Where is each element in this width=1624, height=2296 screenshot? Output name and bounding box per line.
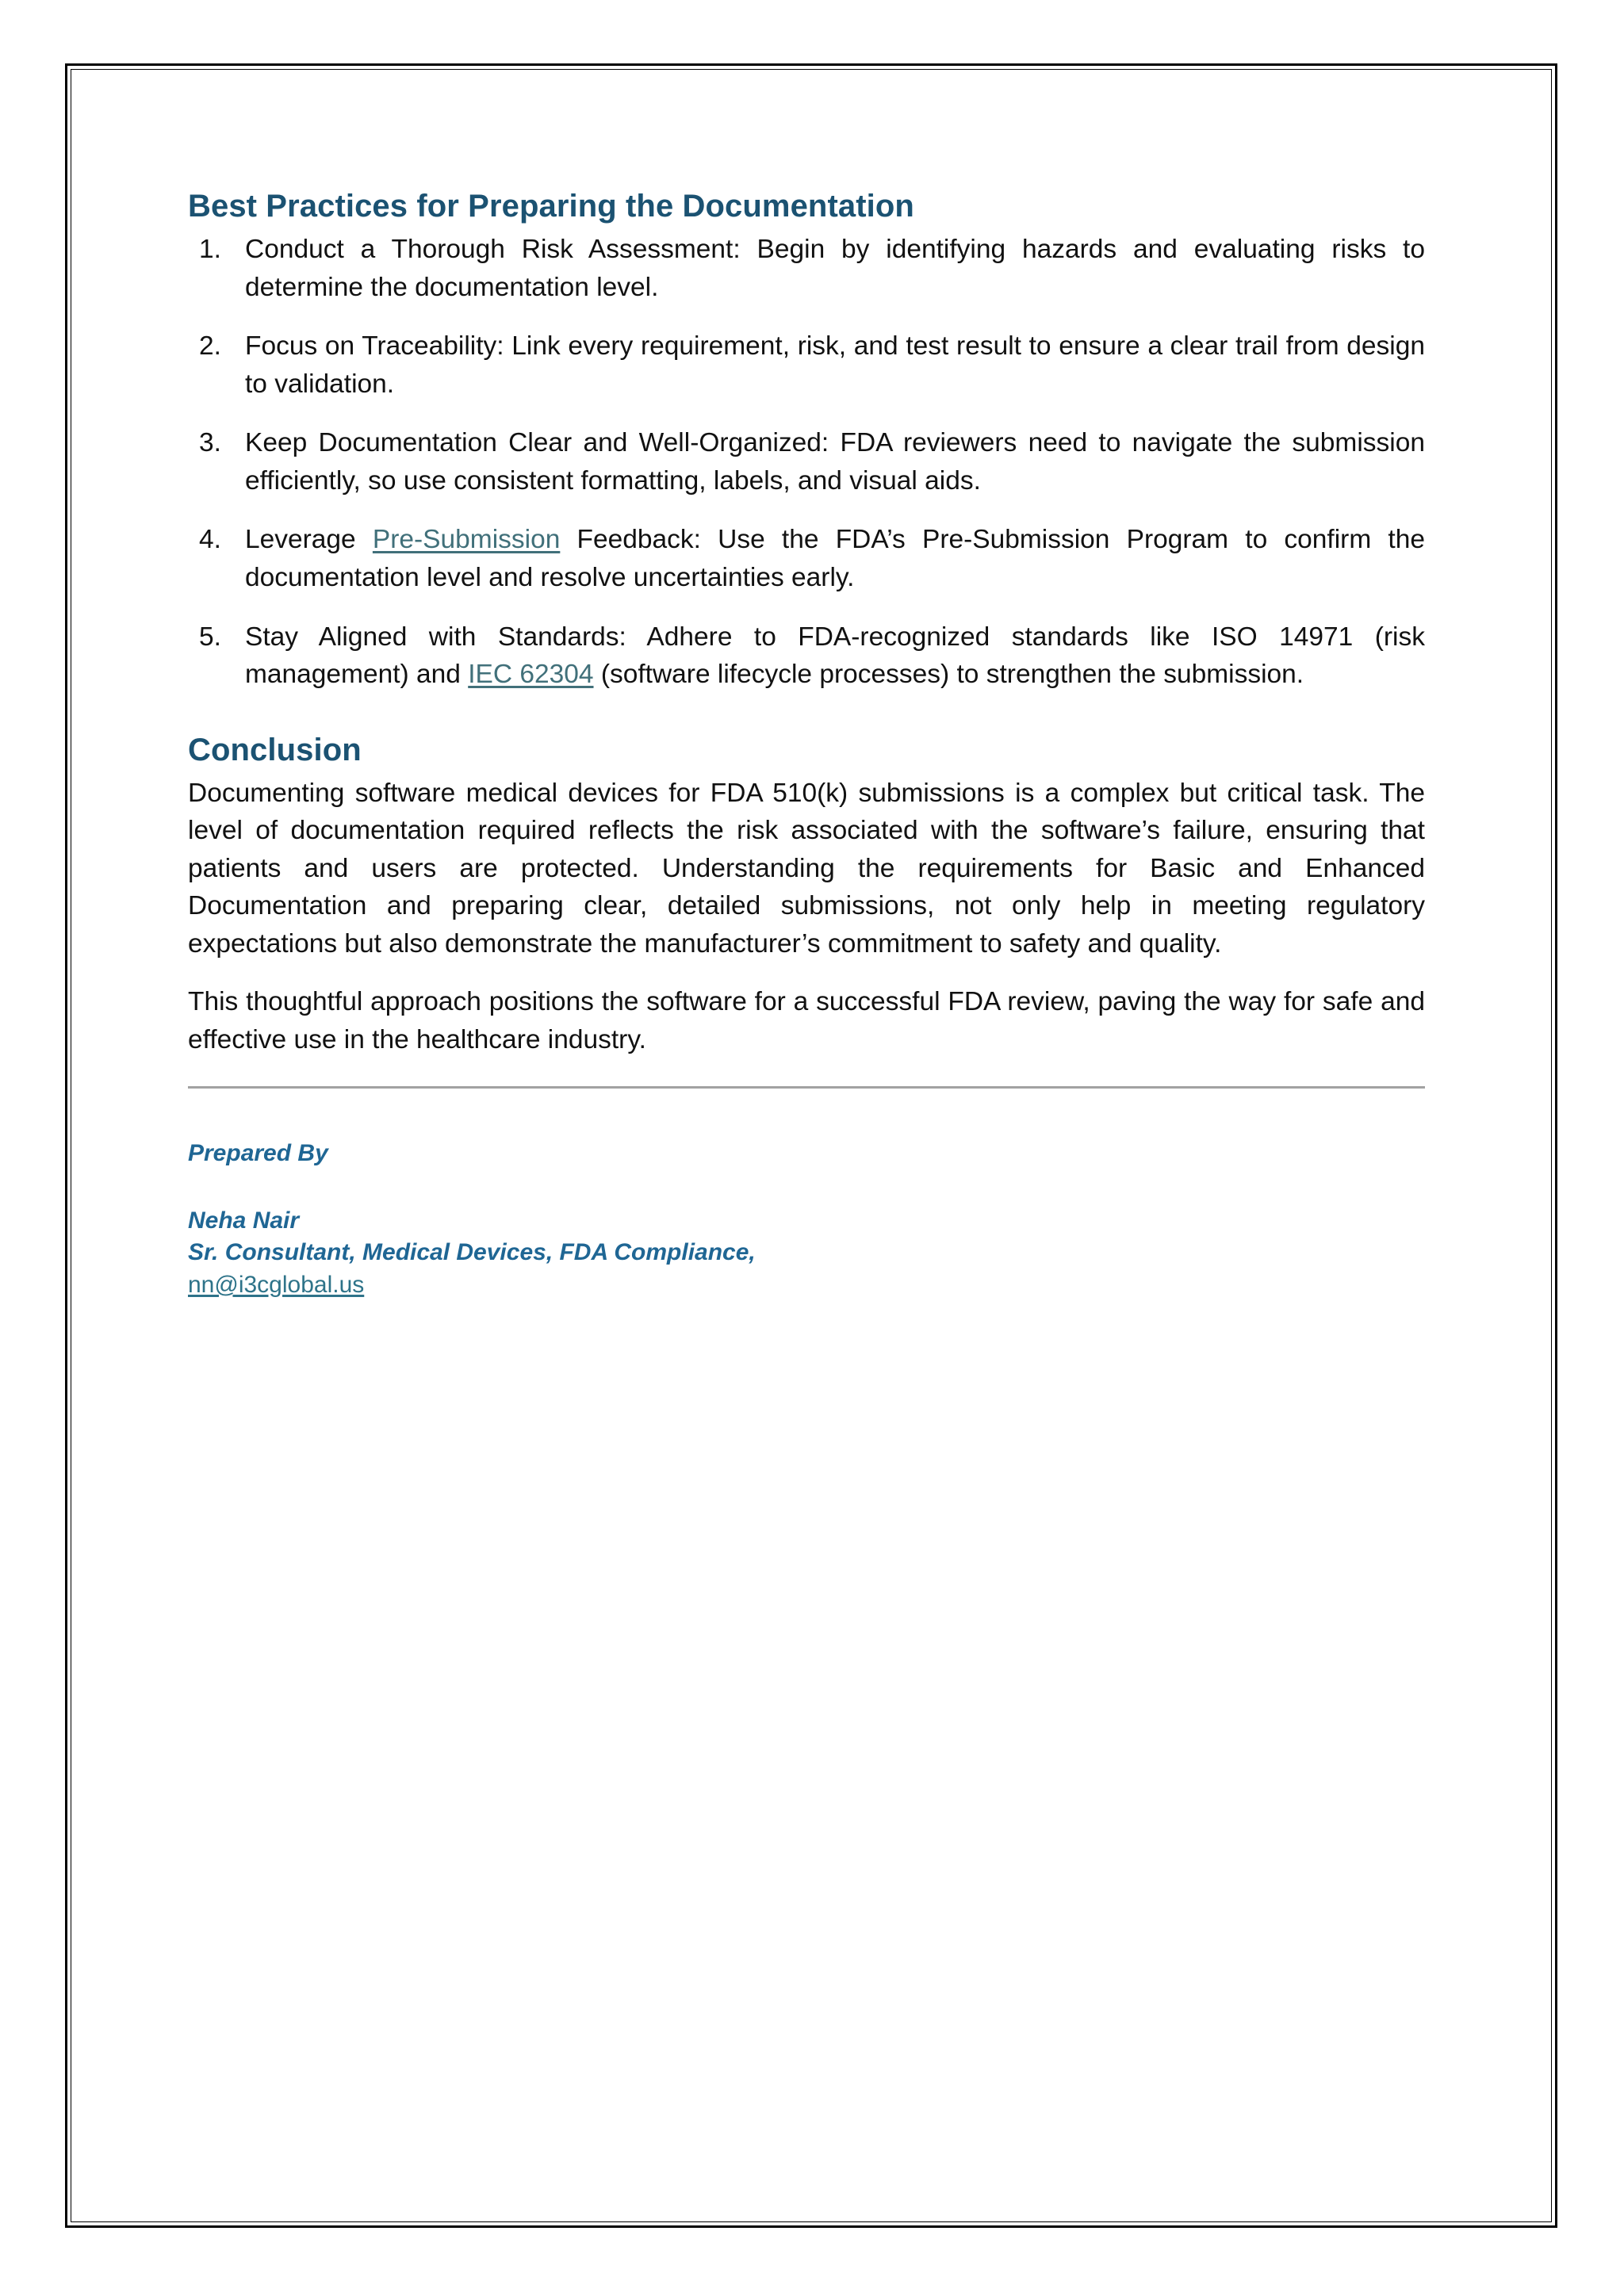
signature-block (188, 1138, 1425, 1302)
list-item (188, 231, 1425, 306)
section-divider (188, 1086, 1425, 1089)
author-email-link[interactable]: nn@i3cglobal.us (188, 1271, 365, 1298)
list-item-text-after: (software lifecycle processes) to strengthen the submission. (593, 660, 1304, 690)
prepared-by-label: Prepared By (188, 1139, 328, 1166)
section-heading-conclusion: Conclusion (188, 732, 362, 767)
list-item (188, 618, 1425, 694)
list-item-text: Keep Documentation Clear and Well-Organized: FDA reviewers need to navigate the submission efficiently, so use consistent formatting, labels, and visual aids. (245, 428, 1425, 496)
document-content (188, 186, 1425, 1301)
document-page (65, 63, 1557, 2228)
best-practices-list (188, 231, 1425, 694)
list-item-text-after: Feedback: Use the FDA’s Pre-Submission Program to confirm the documentation level and resolve uncertainties early. (245, 525, 1426, 592)
author-title: Sr. Consultant, Medical Devices, FDA Compliance, (188, 1239, 756, 1266)
conclusion-paragraph-1: Documenting software medical devices for FDA 510(k) submissions is a complex but critical task. The level of documentation required reflects the risk associated with the software’s failure, ensuring that patients and users are protected. Understanding the requirements for Basic and Enhanced Documentation and preparing clear, detailed submissions, not only help in meeting regulatory expectations but also demonstrate the manufacturer’s commitment to safety and quality. (188, 778, 1425, 959)
list-item (188, 424, 1425, 499)
pre-submission-link[interactable]: Pre-Submission (372, 525, 561, 555)
conclusion-paragraph-2: This thoughtful approach positions the software for a successful FDA review, paving the way for safe and effective use in the healthcare industry. (188, 987, 1425, 1054)
list-item (188, 327, 1425, 403)
list-item-text: Focus on Traceability: Link every requirement, risk, and test result to ensure a clear trail from design to validation. (245, 331, 1425, 399)
list-item-text-before: Leverage (245, 525, 373, 555)
iec-62304-link[interactable]: IEC 62304 (468, 660, 594, 690)
section-spacer (188, 694, 1425, 730)
list-item (188, 521, 1425, 596)
list-item-text-before: Stay Aligned with Standards: Adhere to FDA-recognized standards like ISO 14971 (risk management) and (245, 622, 1425, 690)
author-email-line (188, 1269, 1425, 1302)
section-heading-best-practices: Best Practices for Preparing the Documentation (188, 189, 914, 224)
list-item-text: Conduct a Thorough Risk Assessment: Begin by identifying hazards and evaluating risks to determine the documentation level. (245, 235, 1425, 302)
author-name: Neha Nair (188, 1207, 300, 1234)
